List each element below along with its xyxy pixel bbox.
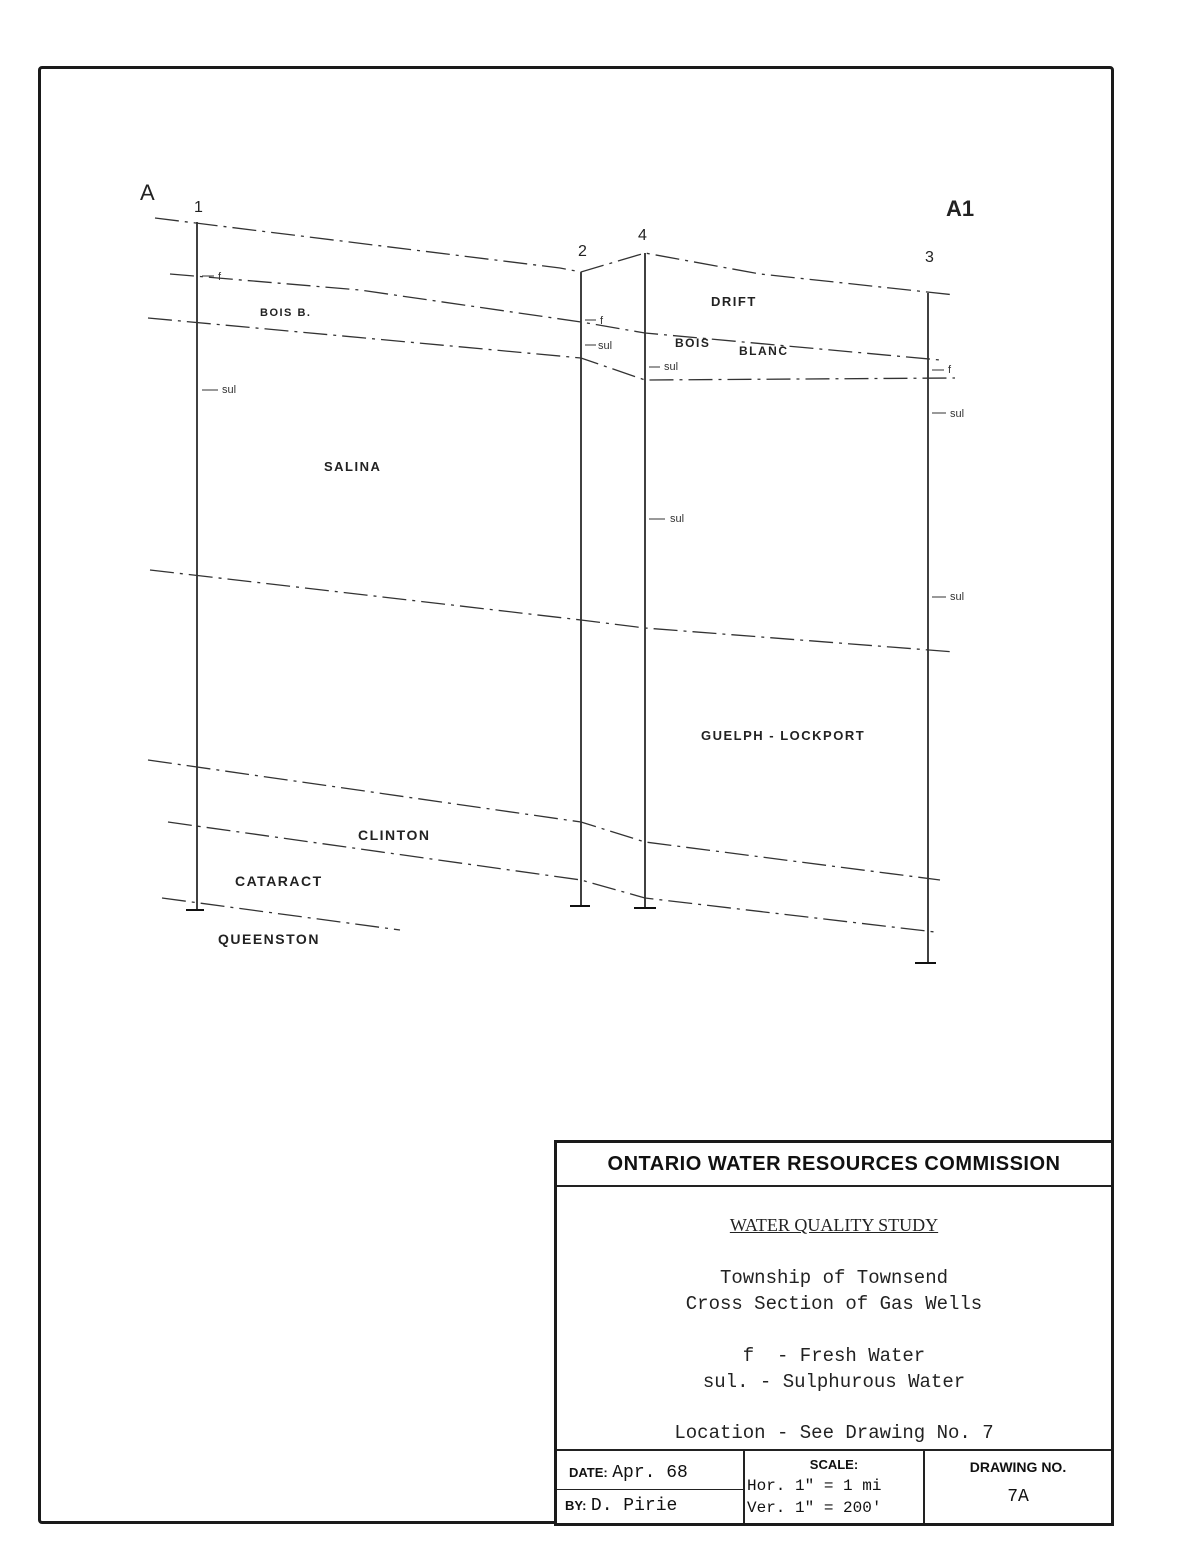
water-mark-well-3-sul-lower [932,591,964,603]
by-label: BY: [565,1498,587,1513]
salina-base-boundary [150,570,955,652]
svg-text:f: f [948,364,952,376]
guelph-lockport-base-boundary [148,760,940,880]
svg-text:sul: sul [950,591,965,603]
section-end-left-label: A [140,180,155,205]
formation-label-drift: DRIFT [711,294,757,309]
by-value: D. Pirie [590,1496,678,1516]
scale-horizontal: Hor. 1" = 1 mi [747,1477,882,1495]
formation-label-queenston: QUEENSTON [218,931,320,947]
well-number-2: 2 [578,243,587,260]
title-block [554,1140,1114,1526]
svg-text:f: f [218,271,222,283]
water-mark-well-2-f [585,315,604,327]
ground-surface-boundary [155,218,955,295]
legend-sulphurous-water: sul. - Sulphurous Water [702,1371,966,1393]
svg-text:sul: sul [222,384,237,396]
date-author-cell [557,1451,745,1523]
formation-label-guelph-lockport: GUELPH - LOCKPORT [701,728,866,743]
location-note: Location - See Drawing No. 7 [674,1422,994,1444]
water-mark-well-4-sul-upper [649,361,678,373]
formation-label-bois: BOIS [675,336,711,350]
section-end-right-label: A1 [946,196,975,221]
water-mark-well-2-sul [585,340,612,352]
formation-label-clinton: CLINTON [358,827,431,843]
svg-text:sul: sul [664,361,679,373]
bois-blanc-base-boundary [148,318,955,380]
formation-label-cataract: CATARACT [235,873,323,889]
formation-label-blanc: BLANC [739,344,789,358]
water-mark-well-4-sul-lower [649,513,684,525]
drawing-number-cell [925,1451,1111,1523]
scale-cell [745,1451,925,1523]
study-title: WATER QUALITY STUDY [729,1215,939,1235]
well-number-4: 4 [638,227,647,244]
water-mark-well-3-sul-upper [932,408,964,420]
drawing-number-label: DRAWING NO. [969,1459,1067,1475]
title-block-footer [557,1449,1111,1523]
organization-title: ONTARIO WATER RESOURCES COMMISSION [557,1143,1111,1187]
formation-label-salina: SALINA [324,459,382,474]
formation-label-bois-blanc-left: BOIS B. [260,307,312,319]
date-label: DATE: [569,1465,608,1480]
scale-label: SCALE: [809,1457,859,1472]
drawing-number-value: 7A [1007,1487,1029,1507]
subtitle-township: Township of Townsend [719,1267,949,1289]
date-value: Apr. 68 [612,1463,688,1483]
well-number-3: 3 [925,249,934,266]
svg-text:sul: sul [598,340,613,352]
water-mark-well-1-sul [202,384,236,396]
well-number-1: 1 [194,199,203,216]
subtitle-cross-section: Cross Section of Gas Wells [685,1293,983,1315]
svg-text:sul: sul [670,513,685,525]
svg-text:sul: sul [950,408,965,420]
scale-vertical: Ver. 1" = 200' [747,1499,882,1517]
legend-fresh-water: f - Fresh Water [742,1345,926,1367]
svg-text:f: f [600,315,604,327]
water-mark-well-3-f [932,364,952,376]
